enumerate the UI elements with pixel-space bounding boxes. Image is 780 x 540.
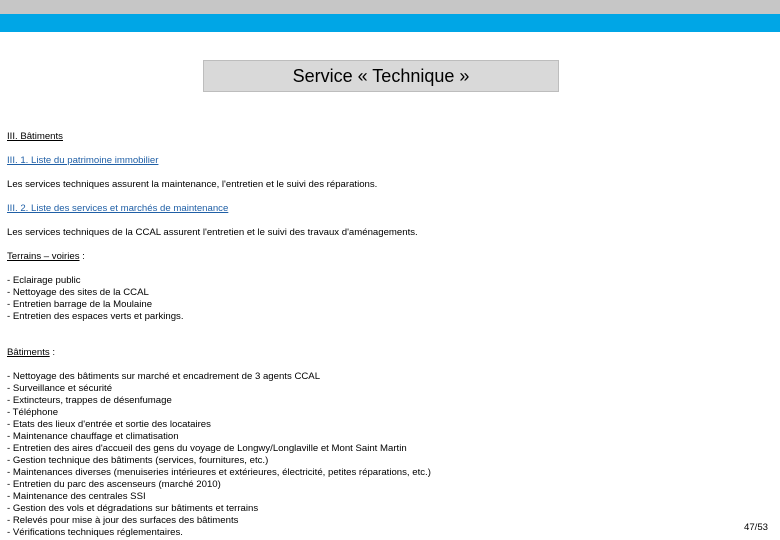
slide-title: Service « Technique » — [292, 65, 470, 86]
list-item: - Entretien barrage de la Moulaine — [7, 299, 153, 310]
section-heading: III. Bâtiments — [7, 131, 63, 142]
batiments-heading — [7, 347, 707, 359]
subsection-1-text: Les services techniques assurent la maintenance, l'entretien et le suivi des réparations. — [7, 179, 378, 190]
list-item: - Nettoyage des bâtiments sur marché et encadrement de 3 agents CCAL — [7, 371, 321, 382]
terrains-list — [7, 275, 707, 323]
terrains-suffix: : — [79, 251, 85, 262]
list-item: - Surveillance et sécurité — [7, 383, 113, 394]
slide-title-box — [203, 60, 559, 92]
list-item: - Etats des lieux d'entrée et sortie des locataires — [7, 419, 211, 430]
list-item: - Maintenance des centrales SSI — [7, 491, 146, 502]
list-item: - Gestion des vols et dégradations sur bâtiments et terrains — [7, 503, 259, 514]
terrains-heading — [7, 251, 707, 263]
list-item: - Entretien des espaces verts et parkings. — [7, 311, 184, 322]
list-item: - Relevés pour mise à jour des surfaces des bâtiments — [7, 515, 239, 526]
top-gray-band — [0, 0, 780, 14]
list-item: - Eclairage public — [7, 275, 81, 286]
list-item: - Extincteurs, trappes de désenfumage — [7, 395, 172, 406]
list-item: - Entretien des aires d'accueil des gens du voyage de Longwy/Longlaville et Mont Saint Martin — [7, 443, 407, 454]
list-item: - Maintenance chauffage et climatisation — [7, 431, 179, 442]
document-content — [7, 131, 707, 539]
list-item: - Téléphone — [7, 407, 59, 418]
subsection-2-title[interactable]: III. 2. Liste des services et marchés de maintenance — [7, 203, 229, 214]
list-item: - Nettoyage des sites de la CCAL — [7, 287, 149, 298]
batiments-label: Bâtiments — [7, 347, 50, 358]
list-item: - Vérifications techniques réglementaires. — [7, 527, 183, 538]
list-item: - Maintenances diverses (menuiseries intérieures et extérieures, électricité, petites réparations, etc.) — [7, 467, 431, 478]
batiments-suffix: : — [49, 347, 56, 358]
batiments-list — [7, 371, 707, 539]
subsection-1-title[interactable]: III. 1. Liste du patrimoine immobilier — [7, 155, 159, 166]
subsection-2-text: Les services techniques de la CCAL assurent l'entretien et le suivi des travaux d'aménagements. — [7, 227, 418, 238]
list-item: - Entretien du parc des ascenseurs (marché 2010) — [7, 479, 221, 490]
top-blue-band — [0, 14, 780, 32]
page-number: 47/53 — [744, 522, 769, 533]
terrains-label: Terrains – voiries — [7, 251, 80, 262]
list-item: - Gestion technique des bâtiments (services, fournitures, etc.) — [7, 455, 269, 466]
